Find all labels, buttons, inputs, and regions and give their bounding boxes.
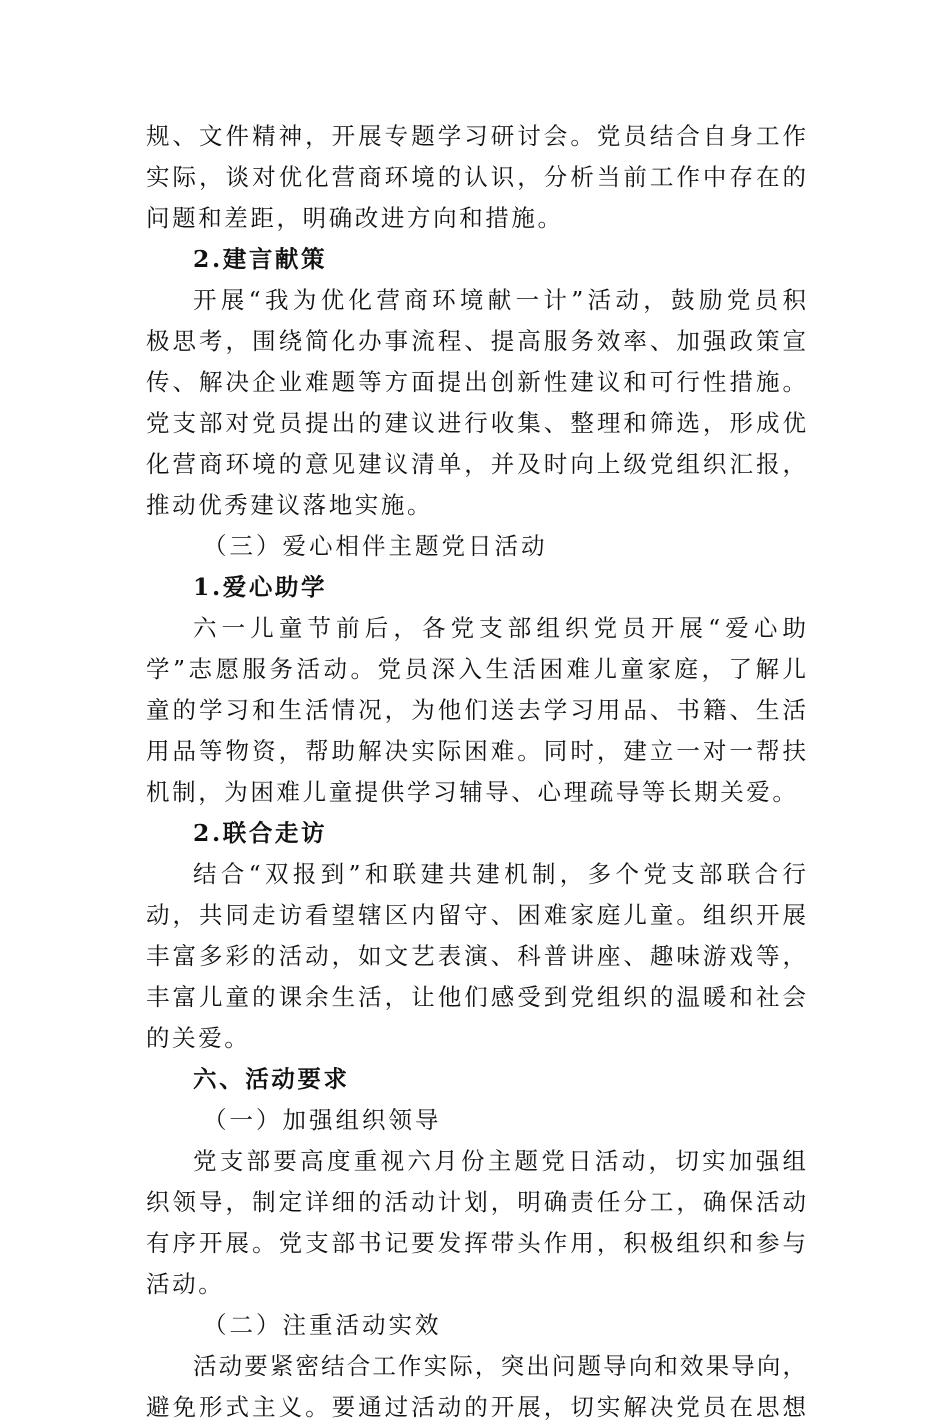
text-line: 规、文件精神，开展专题学习研讨会。党员结合自身工作 — [146, 122, 806, 150]
text-line: 党支部要高度重视六月份主题党日活动，切实加强组 — [193, 1147, 806, 1175]
text-line: 党支部对党员提出的建议进行收集、整理和筛选，形成优 — [146, 409, 806, 437]
text-line: 传、解决企业难题等方面提出创新性建议和可行性措施。 — [146, 368, 806, 396]
text-line: 推动优秀建议落地实施。 — [146, 491, 434, 519]
text-line: 六一儿童节前后，各党支部组织党员开展“爱心助 — [193, 614, 806, 642]
text-line: 丰富儿童的课余生活，让他们感受到党组织的温暖和社会 — [146, 983, 806, 1011]
text-line: 动，共同走访看望辖区内留守、困难家庭儿童。组织开展 — [146, 901, 806, 929]
text-line: 开展“我为优化营商环境献一计”活动，鼓励党员积 — [193, 286, 806, 314]
item-heading: 2.建言献策 — [193, 245, 328, 273]
document-body — [146, 116, 806, 1428]
sub-heading: （一）加强组织领导 — [203, 1106, 442, 1134]
text-line: 丰富多彩的活动，如文艺表演、科普讲座、趣味游戏等， — [146, 942, 806, 970]
text-line: 活动。 — [146, 1270, 225, 1298]
text-line: 有序开展。党支部书记要发挥带头作用，积极组织和参与 — [146, 1229, 806, 1257]
item-heading: 1.爱心助学 — [193, 573, 328, 601]
sub-heading: （三）爱心相伴主题党日活动 — [203, 532, 548, 560]
sub-heading: （二）注重活动实效 — [203, 1311, 442, 1339]
text-line: 机制，为困难儿童提供学习辅导、心理疏导等长期关爱。 — [146, 778, 799, 806]
text-line: 实际，谈对优化营商环境的认识，分析当前工作中存在的 — [146, 163, 806, 191]
text-line: 学”志愿服务活动。党员深入生活困难儿童家庭，了解儿 — [146, 655, 806, 683]
text-line: 的关爱。 — [146, 1024, 251, 1052]
text-line: 避免形式主义。要通过活动的开展，切实解决党员在思想 — [146, 1393, 806, 1421]
text-line: 童的学习和生活情况，为他们送去学习用品、书籍、生活 — [146, 696, 806, 724]
item-heading: 2.联合走访 — [193, 819, 328, 847]
text-line: 问题和差距，明确改进方向和措施。 — [146, 204, 564, 232]
text-line: 结合“双报到”和联建共建机制，多个党支部联合行 — [193, 860, 806, 888]
text-line: 织领导，制定详细的活动计划，明确责任分工，确保活动 — [146, 1188, 806, 1216]
text-line: 极思考，围绕简化办事流程、提高服务效率、加强政策宣 — [146, 327, 806, 355]
text-line: 活动要紧密结合工作实际，突出问题导向和效果导向， — [193, 1352, 806, 1380]
section-heading: 六、活动要求 — [193, 1065, 350, 1093]
text-line: 用品等物资，帮助解决实际困难。同时，建立一对一帮扶 — [146, 737, 806, 765]
text-line: 化营商环境的意见建议清单，并及时向上级党组织汇报， — [146, 450, 806, 478]
